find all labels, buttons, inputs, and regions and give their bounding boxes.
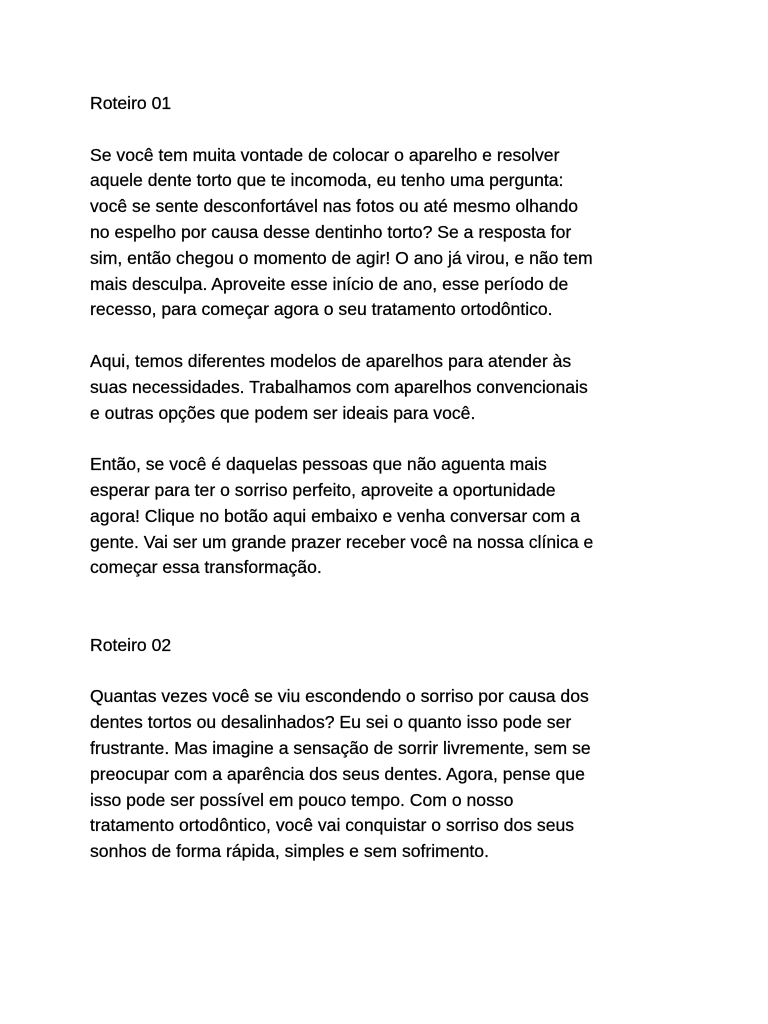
paragraph-1-1 xyxy=(90,143,680,324)
paragraph-2-1 xyxy=(90,684,680,865)
text-line: tratamento ortodôntico, você vai conquistar o sorriso dos seus xyxy=(90,815,575,836)
text-line: sonhos de forma rápida, simples e sem sofrimento. xyxy=(90,841,489,862)
spacer xyxy=(90,323,680,349)
spacer xyxy=(90,117,680,143)
script-section-2 xyxy=(90,633,680,865)
document-body xyxy=(90,91,680,865)
paragraph-1-3 xyxy=(90,452,680,581)
text-line: você se sente desconfortável nas fotos ou até mesmo olhando xyxy=(90,196,579,217)
text-line: gente. Vai ser um grande prazer receber você na nossa clínica e xyxy=(90,531,594,552)
text-line: preocupar com a aparência dos seus dentes. Agora, pense que xyxy=(90,763,585,784)
text-line: sim, então chegou o momento de agir! O ano já virou, e não tem xyxy=(90,247,593,268)
text-line: frustrante. Mas imagine a sensação de sorrir livremente, sem se xyxy=(90,737,591,758)
paragraph-1-2 xyxy=(90,349,680,426)
text-line: e outras opções que podem ser ideais para você. xyxy=(90,402,476,423)
text-line: esperar para ter o sorriso perfeito, aproveite a oportunidade xyxy=(90,479,556,500)
section-title-roteiro-01: Roteiro 01 xyxy=(90,93,172,113)
text-line: isso pode ser possível em pouco tempo. Com o nosso xyxy=(90,789,514,810)
section-spacer xyxy=(90,581,680,633)
text-line: no espelho por causa desse dentinho torto? Se a resposta for xyxy=(90,221,572,242)
text-line: mais desculpa. Aproveite esse início de ano, esse período de xyxy=(90,273,569,294)
text-line: suas necessidades. Trabalhamos com aparelhos convencionais xyxy=(90,376,588,397)
script-section-1 xyxy=(90,91,680,581)
text-line: agora! Clique no botão aqui embaixo e venha conversar com a xyxy=(90,505,580,526)
text-line: recesso, para começar agora o seu tratamento ortodôntico. xyxy=(90,299,553,320)
text-line: Quantas vezes você se viu escondendo o sorriso por causa dos xyxy=(90,686,589,707)
text-line: aquele dente torto que te incomoda, eu tenho uma pergunta: xyxy=(90,170,564,191)
text-line: dentes tortos ou desalinhados? Eu sei o quanto isso pode ser xyxy=(90,712,572,733)
text-line: Se você tem muita vontade de colocar o aparelho e resolver xyxy=(90,144,560,165)
text-line: começar essa transformação. xyxy=(90,557,322,578)
spacer xyxy=(90,659,680,685)
text-line: Aqui, temos diferentes modelos de aparelhos para atender às xyxy=(90,350,572,371)
section-title-roteiro-02: Roteiro 02 xyxy=(90,634,172,655)
spacer xyxy=(90,426,680,452)
text-line: Então, se você é daquelas pessoas que não aguenta mais xyxy=(90,454,547,475)
